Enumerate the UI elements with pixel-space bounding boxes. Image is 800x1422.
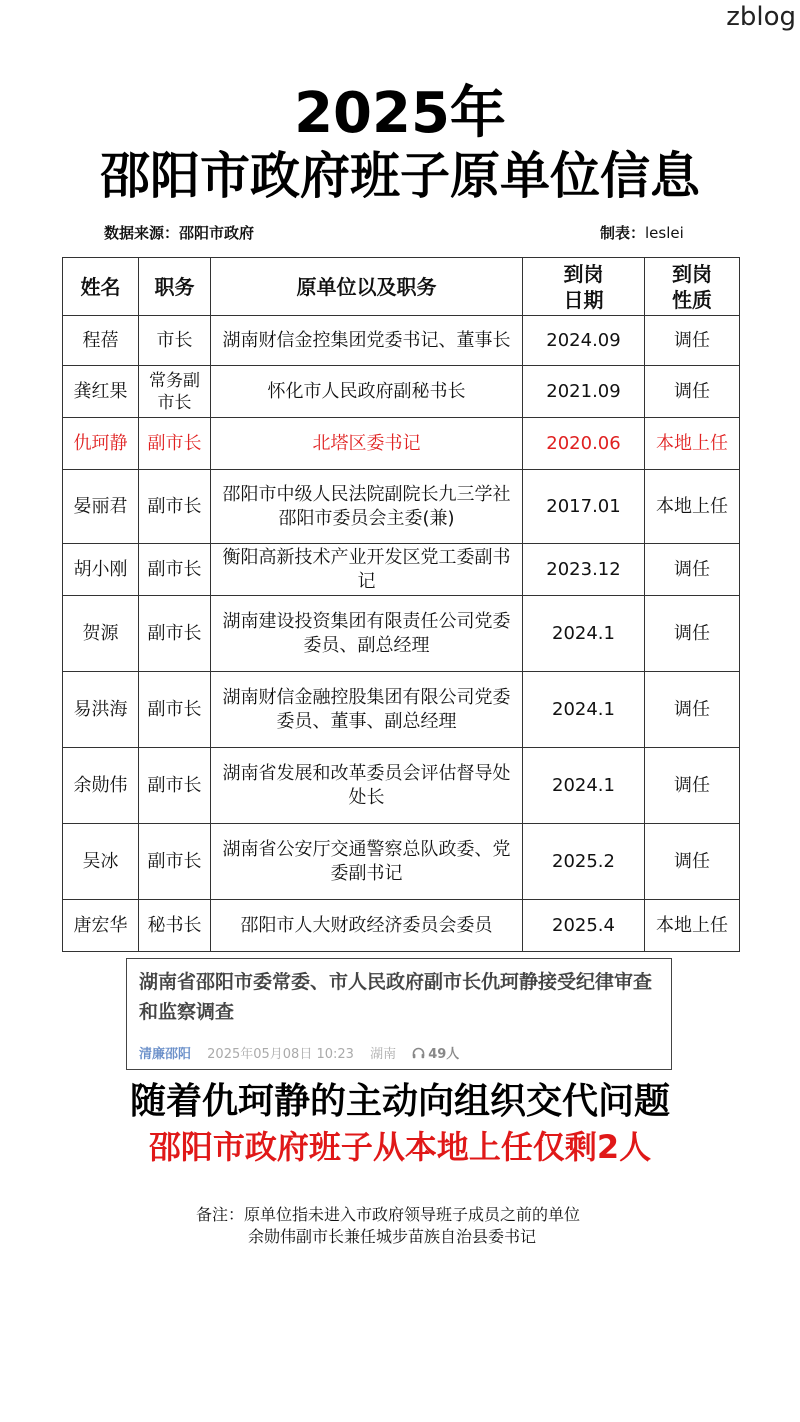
cell-name: 晏丽君 xyxy=(63,470,139,544)
cell-date: 2017.01 xyxy=(523,470,645,544)
cell-name: 程蓓 xyxy=(63,316,139,366)
cell-unit: 邵阳市中级人民法院副院长九三学社邵阳市委员会主委(兼) xyxy=(211,470,523,544)
cell-name: 贺源 xyxy=(63,596,139,672)
news-datetime: 2025年05月08日 10:23 xyxy=(207,1047,354,1062)
cell-date: 2025.2 xyxy=(523,824,645,900)
table-row xyxy=(63,418,740,470)
table-row xyxy=(63,596,740,672)
cell-position: 秘书长 xyxy=(139,900,211,952)
cell-position: 副市长 xyxy=(139,748,211,824)
cell-date: 2024.1 xyxy=(523,596,645,672)
table-header-row xyxy=(63,258,740,316)
cell-type: 调任 xyxy=(645,316,740,366)
data-source: 数据来源：邵阳市政府 xyxy=(104,224,255,242)
cell-name: 吴冰 xyxy=(63,824,139,900)
headline-main: 随着仇珂静的主动向组织交代问题 xyxy=(129,1081,670,1122)
headline-red: 邵阳市政府班子从本地上任仅剩2人 xyxy=(148,1128,652,1166)
headphones-icon xyxy=(412,1047,425,1059)
cell-position: 副市长 xyxy=(139,470,211,544)
cell-type: 调任 xyxy=(645,596,740,672)
cell-type: 调任 xyxy=(645,672,740,748)
page-title: 邵阳市政府班子原单位信息 xyxy=(100,147,700,205)
cell-position: 副市长 xyxy=(139,672,211,748)
cell-position: 市长 xyxy=(139,316,211,366)
header-name: 姓名 xyxy=(63,258,139,316)
cell-type: 调任 xyxy=(645,824,740,900)
cell-name: 易洪海 xyxy=(63,672,139,748)
table-row xyxy=(63,316,740,366)
cell-unit: 怀化市人民政府副秘书长 xyxy=(211,366,523,418)
cell-type: 调任 xyxy=(645,366,740,418)
cell-unit: 湖南财信金控集团党委书记、董事长 xyxy=(211,316,523,366)
cell-position: 常务副市长 xyxy=(139,366,211,418)
listen-count xyxy=(412,1047,471,1062)
table-row xyxy=(63,366,740,418)
cell-date: 2024.1 xyxy=(523,748,645,824)
cell-position: 副市长 xyxy=(139,544,211,596)
cell-position: 副市长 xyxy=(139,418,211,470)
cell-type: 本地上任 xyxy=(645,418,740,470)
table-row xyxy=(63,748,740,824)
cell-name: 胡小刚 xyxy=(63,544,139,596)
header-date: 到岗 日期 xyxy=(523,258,645,316)
cell-date: 2023.12 xyxy=(523,544,645,596)
table-row xyxy=(63,824,740,900)
table-row xyxy=(63,470,740,544)
cell-date: 2024.09 xyxy=(523,316,645,366)
cell-unit: 湖南省发展和改革委员会评估督导处处长 xyxy=(211,748,523,824)
note-line-2: 余勋伟副市长兼任城步苗族自治县委书记 xyxy=(248,1227,537,1246)
maker-name: leslei xyxy=(645,224,684,242)
officials-table xyxy=(62,257,740,952)
notes xyxy=(196,1204,580,1248)
cell-date: 2021.09 xyxy=(523,366,645,418)
cell-type: 本地上任 xyxy=(645,900,740,952)
news-meta xyxy=(139,1043,483,1062)
cell-type: 本地上任 xyxy=(645,470,740,544)
cell-unit: 北塔区委书记 xyxy=(211,418,523,470)
cell-type: 调任 xyxy=(645,748,740,824)
table-row xyxy=(63,900,740,952)
cell-date: 2025.4 xyxy=(523,900,645,952)
cell-name: 余勋伟 xyxy=(63,748,139,824)
table-row xyxy=(63,672,740,748)
header-type: 到岗 性质 xyxy=(645,258,740,316)
cell-unit: 邵阳市人大财政经济委员会委员 xyxy=(211,900,523,952)
cell-position: 副市长 xyxy=(139,824,211,900)
cell-date: 2024.1 xyxy=(523,672,645,748)
cell-date: 2020.06 xyxy=(523,418,645,470)
cell-unit: 衡阳高新技术产业开发区党工委副书记 xyxy=(211,544,523,596)
note-line-1: 备注：原单位指未进入市政府领导班子成员之前的单位 xyxy=(196,1205,581,1224)
cell-unit: 湖南省公安厅交通警察总队政委、党委副书记 xyxy=(211,824,523,900)
cell-name: 仇珂静 xyxy=(63,418,139,470)
cell-name: 唐宏华 xyxy=(63,900,139,952)
news-source: 清廉邵阳 xyxy=(139,1047,192,1062)
header-unit: 原单位以及职务 xyxy=(211,258,523,316)
cell-type: 调任 xyxy=(645,544,740,596)
table-row xyxy=(63,544,740,596)
page-title-year: 2025年 xyxy=(294,81,506,146)
cell-unit: 湖南建设投资集团有限责任公司党委委员、副总经理 xyxy=(211,596,523,672)
cell-name: 龚红果 xyxy=(63,366,139,418)
table-maker xyxy=(600,222,684,243)
cell-unit: 湖南财信金融控股集团有限公司党委委员、董事、副总经理 xyxy=(211,672,523,748)
listen-count-value: 49人 xyxy=(428,1047,460,1062)
news-title[interactable]: 湖南省邵阳市委常委、市人民政府副市长仇珂静接受纪律审查和监察调查 xyxy=(139,971,653,1023)
cell-position: 副市长 xyxy=(139,596,211,672)
news-region: 湖南 xyxy=(370,1047,397,1062)
news-card[interactable] xyxy=(126,958,672,1070)
maker-label: 制表： xyxy=(600,224,646,242)
watermark: zblog xyxy=(726,2,796,32)
header-position: 职务 xyxy=(139,258,211,316)
